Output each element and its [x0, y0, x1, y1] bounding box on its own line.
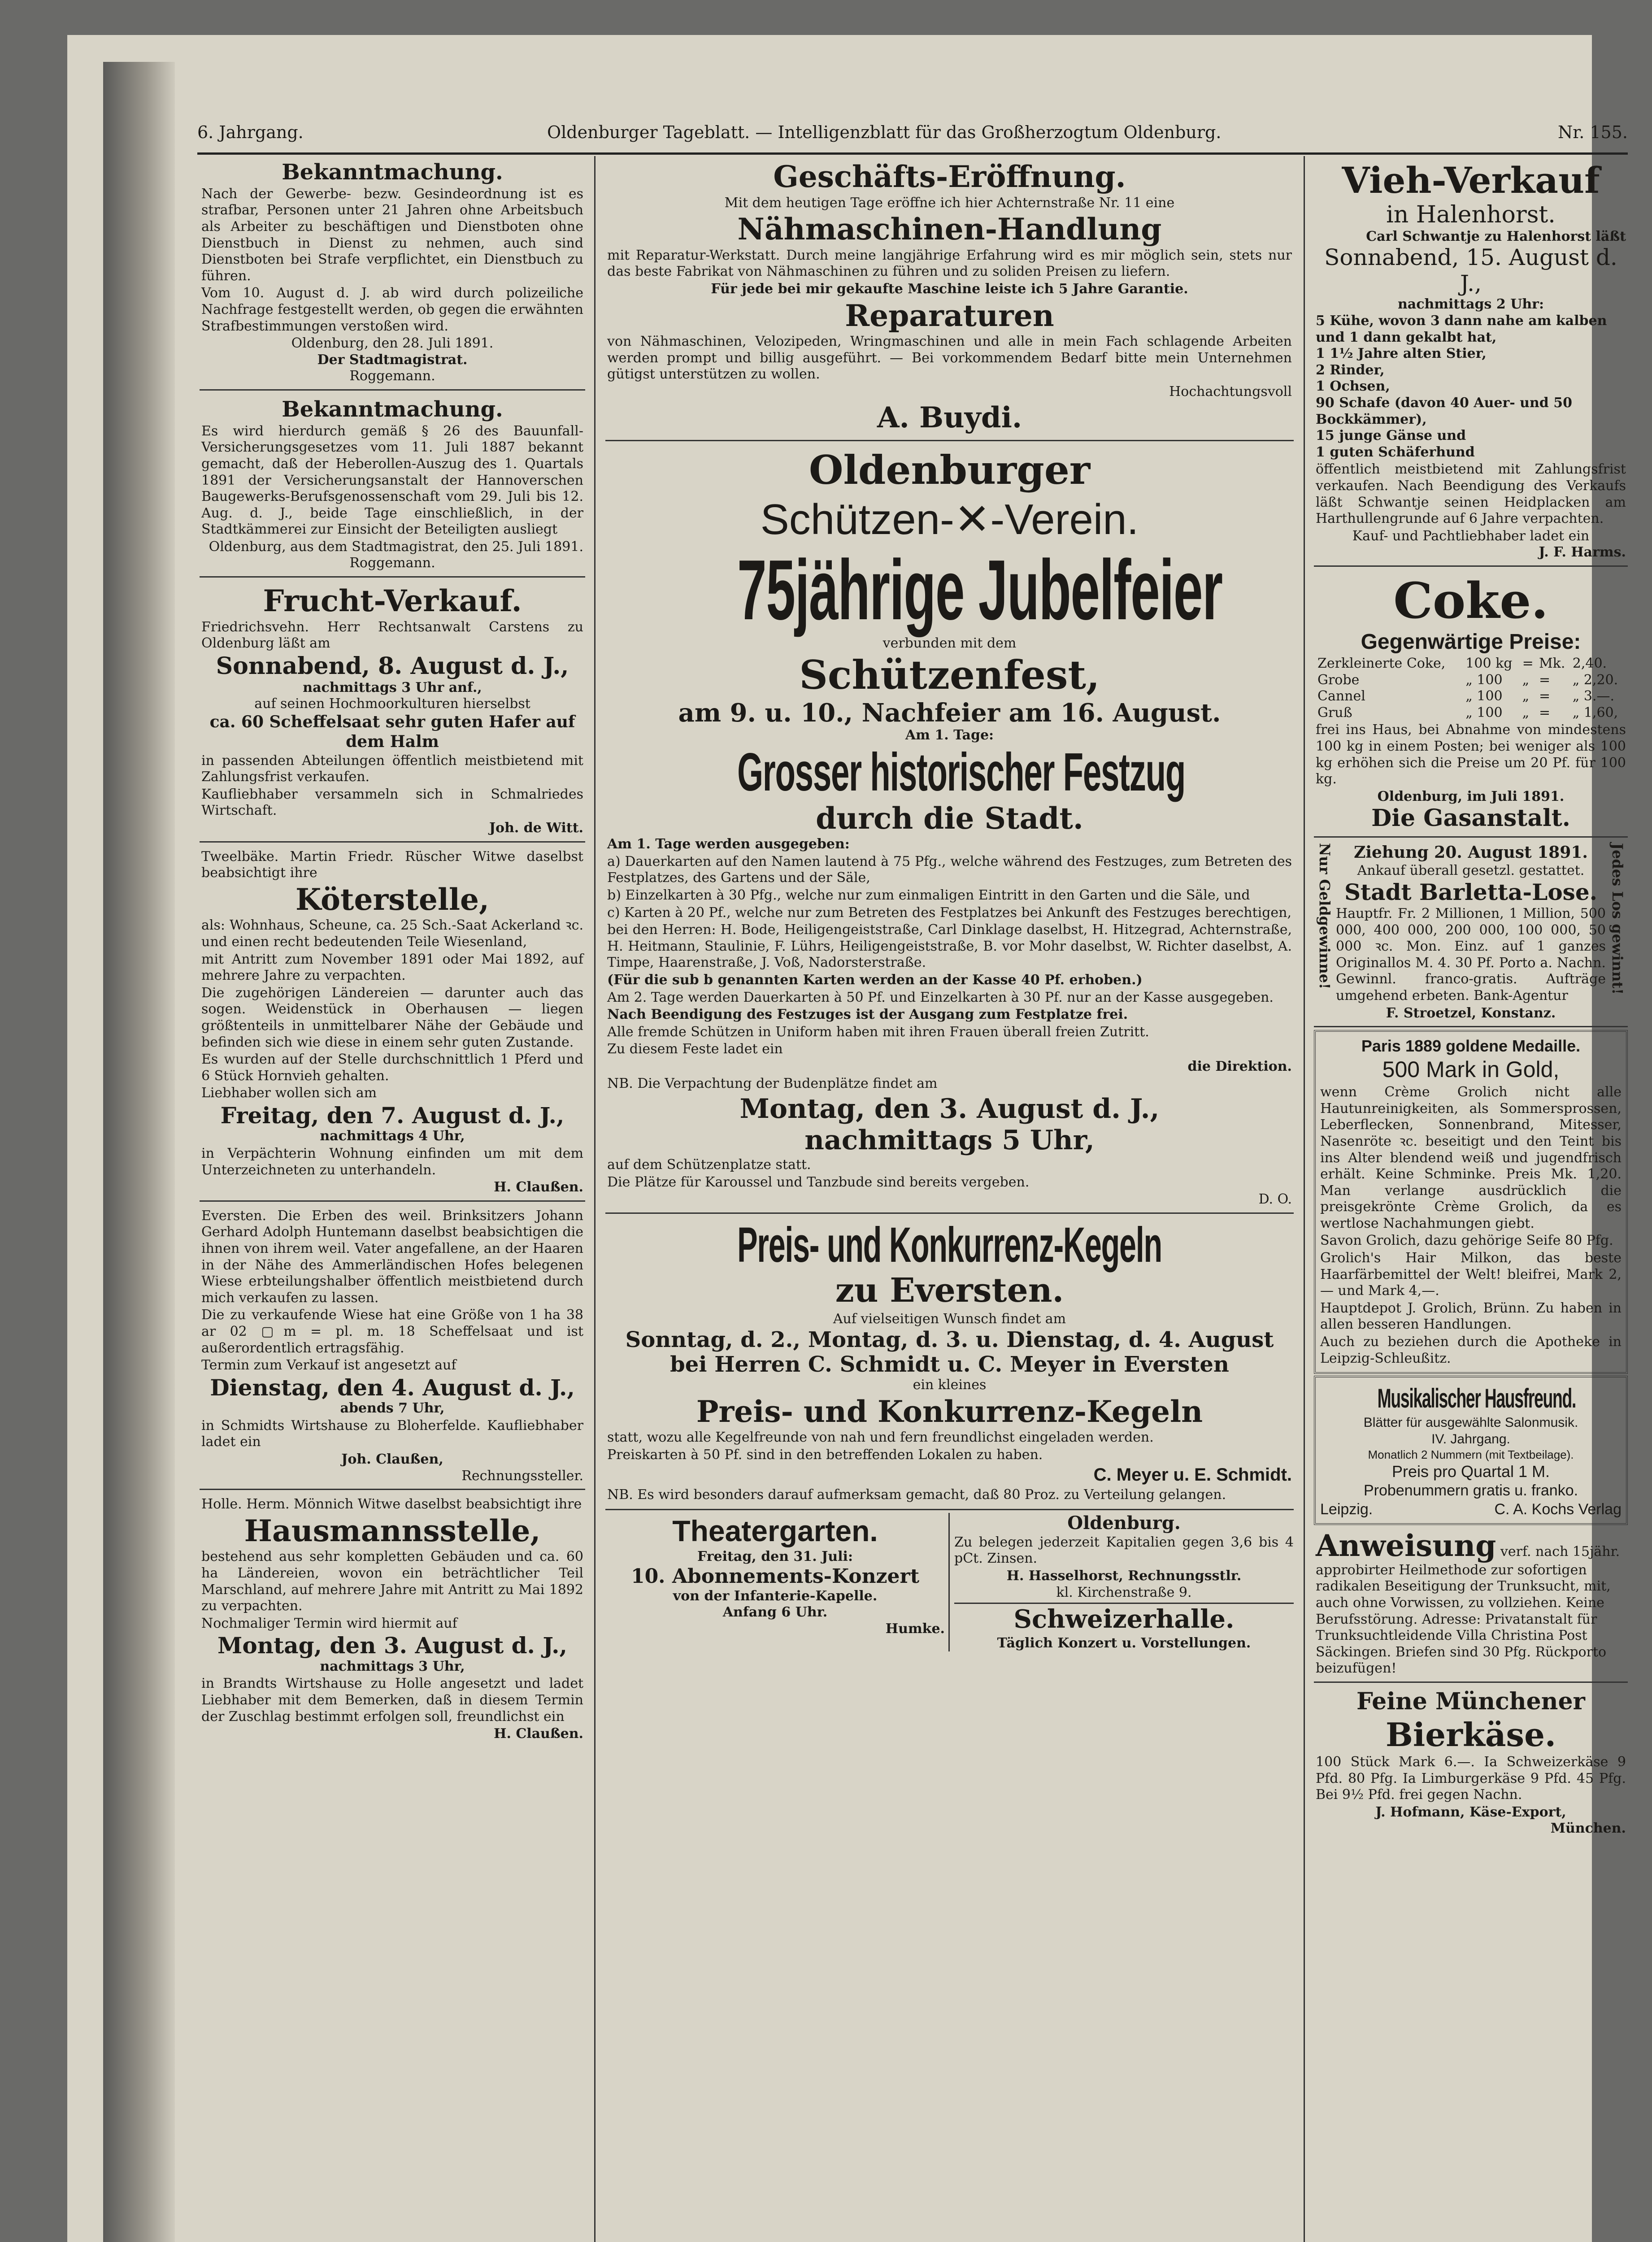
temperance-ad	[1314, 1527, 1628, 1683]
ad-signer: H. Claußen.	[494, 1179, 583, 1195]
table-cell: 2,40.	[1572, 655, 1607, 671]
ad-text: Friedrichsvehn. Herr Rechtsanwalt Carstens zu Oldenburg läßt am	[201, 619, 583, 652]
ad-title: Vieh-Verkauf	[1342, 159, 1600, 201]
column-center	[605, 156, 1294, 2242]
announcement-text: Vom 10. August d. J. ab wird durch polizeiliche Nachfrage festgestellt werden, ob gegen die erwähnten Strafbestimmungen verstoßen wird.	[201, 285, 583, 334]
ad-text: Nochmaliger Termin wird hiermit auf	[201, 1615, 457, 1631]
ad-text: Alle fremde Schützen in Uniform haben mit ihren Frauen überall freien Zutritt.	[607, 1024, 1149, 1040]
table-cell: 100 kg	[1465, 655, 1513, 671]
ad-intro: Eversten. Die Erben des weil. Brinksitzers Johann Gerhard Adolph Huntemann daselbst beabsichtigen die ihnen von ihrem weil. Vater angefallene, an der Haaren in der Nähe des Ammerländischen Hofes belegenen Wiese erbteilungshalber öffentlich meistbietend durch mich verkaufen zu lassen.	[201, 1208, 583, 1306]
ad-date: Freitag, den 7. August d. J.,	[220, 1102, 565, 1129]
ad-text: verbunden mit dem	[883, 635, 1017, 651]
ad-text: (Für die sub b genannten Karten werden an der Kasse 40 Pf. erhoben.)	[607, 972, 1143, 988]
ad-list-item: 5 Kühe, wovon 3 dann nahe am kalben und 1 dann gekalbt hat,	[1316, 313, 1607, 345]
ad-side-label: Nur Geldgewinne!	[1316, 843, 1334, 990]
ad-highlight: ca. 60 Scheffelsaat sehr guten Hafer auf dem Halm	[209, 712, 575, 751]
page-header	[197, 122, 1628, 149]
ad-text: verf. nach 15jähr. approbirter Heilmethode zur sofortigen radikalen Beseitigung der Trunksucht, mit, auch ohne Vorwissen, zu vollziehen. Keine Berufsstörung. Adresse: Privatanstalt für Trunksuchtleidende Villa Christina Post Säckingen. Briefen sind 30 Pfg. Rückporto beizufügen!	[1316, 1544, 1620, 1677]
table-cell: „ 100	[1465, 704, 1503, 721]
table-cell: Cannel	[1317, 688, 1365, 704]
ad-text: Mit dem heutigen Tage eröffne ich hier Achternstraße Nr. 11 eine	[724, 195, 1175, 211]
ad-text: NB. Die Verpachtung der Budenplätze findet am	[607, 1076, 938, 1092]
ad-title: Coke.	[1393, 571, 1548, 630]
ad-event: 10. Abonnements-Konzert	[630, 1564, 920, 1588]
ad-text: wenn Crème Grolich nicht alle Hautunreinigkeiten, als Sommersprossen, Leberflecken, Sonnenbrand, Mitesser, Nasenröte ꝛc. beseitigt und den Teint bis ins Alter blendend weiß und jugendfrisch erhält. Keine Schminke. Preis Mk. 1,20. Man verlange ausdrücklich die preisgekrönte Crème Grolich, da es wertlose Nachahmungen giebt.	[1320, 1084, 1622, 1231]
bottom-ads-row	[605, 1513, 1294, 1652]
ad-text: in Verpächterin Wohnung einfinden um mit dem Unterzeichneten zu unterhandeln.	[201, 1146, 583, 1178]
announcement-name: Roggemann.	[349, 555, 435, 571]
ad-list-item: 2 Rinder,	[1316, 362, 1385, 378]
ad-title: Theatergarten.	[672, 1514, 878, 1547]
ad-text: Ankauf überall gesetzl. gestattet.	[1357, 862, 1585, 878]
hausmannsstelle-ad	[200, 1493, 585, 1747]
ad-text: als: Wohnhaus, Scheune, ca. 25 Sch.-Saat Ackerland ꝛc. und einen recht bedeutenden Teile Wiesenland,	[201, 917, 583, 950]
table-row	[1316, 656, 1626, 672]
ad-signer: Humke.	[885, 1621, 945, 1637]
sewing-shop-ad	[605, 156, 1294, 441]
capital-and-schweizerhalle-ads	[954, 1513, 1294, 1652]
ad-time: nachmittags 4 Uhr,	[320, 1128, 465, 1144]
table-cell: =	[1522, 655, 1534, 671]
publisher-name: C. A. Kochs Verlag	[1494, 1500, 1622, 1518]
ad-text: auf dem Schützenplatze statt.	[607, 1157, 811, 1173]
ad-title: Bierkäse.	[1386, 1715, 1556, 1754]
ad-text: Am 2. Tage werden Dauerkarten à 50 Pf. und Einzelkarten à 30 Pf. nur an der Kasse ausgegeben.	[607, 989, 1274, 1005]
ad-text: Am 1. Tage werden ausgegeben:	[607, 836, 850, 852]
ad-title: Schweizerhalle.	[954, 1603, 1294, 1634]
ad-headline: Grosser historischer Festzug	[737, 742, 1186, 802]
ad-signer: F. Stroetzel, Konstanz.	[1386, 1005, 1556, 1021]
announcement-1	[200, 156, 585, 391]
ad-date: Sonnabend, 8. August d. J.,	[216, 652, 569, 680]
ad-title: Oldenburger	[809, 446, 1091, 493]
ad-title: Hausmannsstelle,	[244, 1513, 541, 1548]
announcement-title: Bekanntmachung.	[282, 396, 503, 422]
ad-title: Musikalischer Hausfreund.	[1377, 1383, 1576, 1414]
ad-text: Carl Schwantje zu Halenhorst läßt	[1366, 228, 1626, 244]
ad-signer: C. Meyer u. E. Schmidt.	[1093, 1465, 1292, 1485]
table-row	[1316, 705, 1626, 721]
ad-title: Frucht-Verkauf.	[263, 583, 522, 619]
ad-text: statt, wozu alle Kegelfreunde von nah und fern freundlichst eingeladen werden.	[607, 1429, 1154, 1446]
header-rule	[197, 152, 1628, 155]
table-cell: Gruß	[1317, 704, 1352, 721]
ad-text: Monatlich 2 Nummern (mit Textbeilage).	[1368, 1447, 1574, 1461]
column-divider	[1304, 156, 1305, 2242]
announcement-text: Es wird hierdurch gemäß § 26 des Bauunfall-Versicherungsgesetzes vom 11. Juli 1887 bekannt gemacht, daß der Heberollen-Auszug des 1. Quartals 1891 der Versicherungsanstalt der Hannoverschen Baugewerks-Berufsgenossenschaft vom 29. Juli bis 12. Aug. d. J., beide Tage einschließlich, in der Stadtkämmerei zur Einsicht der Beteiligten ausliegt	[201, 423, 583, 538]
table-cell: Grobe	[1317, 672, 1360, 688]
ad-time: nachmittags 5 Uhr,	[804, 1125, 1095, 1156]
ad-list-item: a) Dauerkarten auf den Namen lautend à 75 Pfg., welche während des Festzuges, zum Betreten des Festplatzes, des Gartens und der Säle,	[607, 853, 1292, 886]
table-cell: Mk.	[1539, 655, 1565, 671]
table-cell: =	[1539, 672, 1551, 688]
column-divider	[594, 156, 596, 2242]
ad-list-item: b) Einzelkarten à 30 Pfg., welche nur zum einmaligen Eintritt in den Garten und die Säle, und	[607, 887, 1250, 903]
header-title: Oldenburger Tageblatt. — Intelligenzblatt für das Großherzogtum Oldenburg.	[547, 122, 1222, 142]
header-number: Nr. 155.	[1557, 122, 1628, 142]
ad-signer: H. Claußen.	[494, 1726, 583, 1742]
ad-title: Anweisung	[1316, 1528, 1496, 1564]
ad-text: Auf vielseitigen Wunsch findet am	[833, 1311, 1066, 1327]
ad-time: nachmittags 3 Uhr,	[320, 1658, 465, 1674]
creme-grolich-ad	[1314, 1030, 1628, 1374]
theatergarten-ad	[605, 1513, 950, 1652]
ad-time: abends 7 Uhr,	[340, 1400, 445, 1416]
ad-list-item: 1 guten Schäferhund	[1316, 444, 1475, 460]
ad-date: Montag, den 3. August d. J.,	[217, 1632, 567, 1659]
column-right	[1314, 156, 1628, 2242]
ad-time: nachmittags 3 Uhr anf.,	[303, 679, 482, 695]
ad-date: Dienstag, den 4. August d. J.,	[210, 1374, 575, 1401]
table-cell: =	[1539, 704, 1551, 721]
ad-text: Hauptdepot J. Grolich, Brünn. Zu haben in allen besseren Handlungen.	[1320, 1300, 1622, 1333]
coke-price-ad	[1314, 569, 1628, 838]
ad-text: Savon Grolich, dazu gehörige Seife 80 Pfg.	[1320, 1233, 1613, 1249]
ad-initials: D. O.	[1258, 1191, 1292, 1208]
announcement-title: Bekanntmachung.	[282, 160, 503, 185]
ad-date: Oldenburg, im Juli 1891.	[1377, 788, 1565, 804]
ad-text: von der Infanterie-Kapelle.	[673, 1588, 878, 1604]
table-cell: =	[1539, 688, 1551, 704]
ad-date: Freitag, den 31. Juli:	[697, 1549, 853, 1565]
table-cell: „ 1,60,	[1572, 704, 1618, 721]
ad-signer: A. Buydi.	[877, 400, 1022, 434]
ad-text: bestehend aus sehr kompletten Gebäuden und ca. 60 ha Ländereien, wovon ein beträchtlicher Teil Marschland, auf mehrere Jahre mit Antritt zu Mai 1892 zu verpachten.	[201, 1549, 583, 1614]
ad-price: Preis pro Quartal 1 M.	[1391, 1462, 1550, 1481]
page-binding	[103, 62, 175, 2242]
ad-title: Reparaturen	[845, 298, 1054, 333]
ad-text: Nach Beendigung des Festzuges ist der Ausgang zum Festplatze frei.	[607, 1007, 1128, 1023]
ad-text: ein kleines	[913, 1377, 987, 1393]
schuetzenverein-ad	[605, 444, 1294, 1214]
ad-place: Oldenburg.	[1067, 1512, 1181, 1534]
ad-dates: Sonntag, d. 2., Montag, d. 3. u. Dienstag, d. 4. August	[625, 1327, 1274, 1352]
ad-signer-role: Rechnungssteller.	[461, 1468, 583, 1484]
ad-text: Zu belegen jederzeit Kapitalien gegen 3,6 bis 4 pCt. Zinsen.	[954, 1534, 1294, 1567]
ad-text: Auch zu beziehen durch die Apotheke in Leipzig-Schleußitz.	[1320, 1334, 1622, 1366]
ad-title: Schützenfest,	[799, 652, 1100, 699]
price-table	[1316, 656, 1626, 721]
ad-city: München.	[1550, 1821, 1626, 1837]
ad-time: Anfang 6 Uhr.	[722, 1604, 828, 1621]
ad-signer: Die Gasanstalt.	[1371, 804, 1570, 832]
ad-date: Montag, den 3. August d. J.,	[739, 1093, 1160, 1125]
ad-side-label: Jedes Los gewinnt!	[1609, 843, 1626, 995]
table-row	[1316, 672, 1626, 689]
ad-headline: Preis- und Konkurrenz-Kegeln	[737, 1217, 1162, 1273]
koeterstelle-ad	[200, 845, 585, 1202]
ad-date: Sonnabend, 15. August d. J.,	[1324, 244, 1617, 296]
musical-friend-ad	[1314, 1376, 1628, 1525]
announcement-2	[200, 393, 585, 578]
ad-title: Paris 1889 goldene Medaille.	[1361, 1037, 1581, 1056]
publisher-city: Leipzig.	[1320, 1500, 1373, 1518]
eversten-meadow-ad	[200, 1204, 585, 1490]
ad-text: mit Antritt zum November 1891 oder Mai 1892, auf mehrere Jahre zu verpachten.	[201, 951, 583, 984]
ad-signer: Joh. Claußen,	[341, 1451, 443, 1468]
ad-time: nachmittags 2 Uhr:	[1397, 296, 1544, 313]
table-cell: „	[1522, 688, 1530, 704]
ad-text: Die zugehörigen Ländereien — darunter auch das sogen. Weidenstück in Oberhausen — liegen größtenteils in unmittelbarer Nähe der Gebäude und befinden sich wie diese in einem sehr guten Zustande.	[201, 985, 583, 1050]
newspaper-page	[67, 35, 1628, 2242]
table-cell: Zerkleinerte Coke,	[1317, 655, 1446, 671]
ad-text: Grolich's Hair Milkon, das beste Haarfärbemittel der Welt! bleifrei, Mark 2,— und Mark 4,—.	[1320, 1250, 1622, 1299]
ad-list-item: c) Karten à 20 Pf., welche nur zum Betreten des Festplatzes bei Ankunft des Festzuges berechtigen,	[607, 904, 1292, 921]
fruit-sale-ad	[200, 580, 585, 843]
ad-text: in passenden Abteilungen öffentlich meistbietend mit Zahlungsfrist verkaufen.	[201, 752, 583, 785]
header-year: 6. Jahrgang.	[197, 122, 304, 142]
ad-headline: 75jährige Jubelfeier	[737, 543, 1222, 638]
ad-signer: die Direktion.	[1187, 1058, 1292, 1074]
ad-list-item: 1 Ochsen,	[1316, 378, 1390, 395]
ad-hosts: bei Herren C. Schmidt u. C. Meyer in Eversten	[670, 1351, 1229, 1377]
ad-text: NB. Es wird besonders darauf aufmerksam gemacht, daß 80 Proz. zu Verteilung gelangen.	[607, 1487, 1226, 1503]
ad-list-item: 15 junge Gänse und	[1316, 428, 1466, 444]
ad-text: auf seinen Hochmoorkulturen hierselbst	[254, 696, 530, 712]
ad-signer: Joh. de Witt.	[489, 820, 583, 836]
ad-signer: J. Hofmann, Käse-Export,	[1375, 1804, 1566, 1820]
ad-title: Geschäfts-Eröffnung.	[773, 159, 1126, 194]
ad-text: Am 1. Tage:	[905, 727, 994, 743]
ad-text: Termin zum Verkauf ist angesetzt auf	[201, 1357, 456, 1373]
ad-intro: Tweelbäke. Martin Friedr. Rüscher Witwe daselbst beabsichtigt ihre	[201, 848, 583, 881]
table-cell: „ 3.—.	[1572, 688, 1614, 704]
ad-text: bei den Herren: H. Bode, Heiligengeiststraße, Carl Dinklage daselbst, H. Hitzegrad, Achternstraße, H. Heitmann, Staulinie, F. Lührs, Heiligengeiststraße, B. vor Mohr daselbst, W. Richter daselbst, A. Timpe, Haarenstraße, J. Voß, Nadorsterstraße.	[607, 922, 1292, 971]
ad-text: in Schmidts Wirtshause zu Bloherfelde. Kaufliebhaber ladet ein	[201, 1417, 583, 1450]
ad-title: Nähmaschinen-Handlung	[737, 212, 1162, 247]
announcement-signer: Der Stadtmagistrat.	[317, 352, 468, 368]
ad-title: Stadt Barletta-Lose.	[1344, 878, 1598, 905]
ad-text: Es wurden auf der Stelle durchschnittlich 1 Pferd und 6 Stück Hornvieh gehalten.	[201, 1051, 583, 1084]
ad-text: frei ins Haus, bei Abnahme von mindestens 100 kg in einem Posten; bei weniger als 100 kg erhöhen sich die Preise um 20 Pf. für 100 kg.	[1316, 722, 1626, 787]
cattle-sale-ad	[1314, 156, 1628, 567]
ad-signer: H. Hasselhorst, Rechnungsstlr.	[1006, 1568, 1242, 1584]
ad-title: Schützen-✕-Verein.	[760, 495, 1139, 543]
ad-text: Liebhaber wollen sich am	[201, 1085, 377, 1101]
ad-title: durch die Stadt.	[816, 800, 1083, 836]
ad-intro: Holle. Herm. Mönnich Witwe daselbst beabsichtigt ihre	[201, 1496, 582, 1512]
ad-text: Kaufliebhaber versammeln sich in Schmalriedes Wirtschaft.	[201, 786, 583, 819]
ad-title: Köterstelle,	[296, 882, 489, 917]
ad-text: Täglich Konzert u. Vorstellungen.	[997, 1635, 1251, 1651]
publisher-row	[1320, 1500, 1622, 1519]
announcement-text: Nach der Gewerbe- bezw. Gesindeordnung ist es strafbar, Personen unter 21 Jahren ohne Arbeitsbuch als Arbeiter zu beschäftigen und Dienstboten ohne Dienstbuch in Dienst zu nehmen, auch sind Dienstboten bei Strafe verpflichtet, ein Dienstbuch zu führen.	[201, 186, 583, 284]
table-cell: „	[1522, 704, 1530, 721]
announcement-date: Oldenburg, den 28. Juli 1891.	[291, 335, 494, 352]
ad-text: 100 Stück Mark 6.—. Ia Schweizerkäse 9 Pfd. 80 Pfg. Ia Limburgerkäse 9 Pfd. 45 Pfg. Bei 9½ Pfd. frei gegen Nachn.	[1316, 1754, 1626, 1803]
ad-text: Zu diesem Feste ladet ein	[607, 1041, 783, 1057]
ad-text: Kauf- und Pachtliebhaber ladet ein	[1352, 528, 1590, 544]
table-row	[1316, 688, 1626, 705]
lottery-ad	[1314, 840, 1628, 1027]
ad-reward: 500 Mark in Gold,	[1382, 1057, 1560, 1082]
table-cell: „ 100	[1465, 672, 1503, 688]
announcement-name: Roggemann.	[349, 368, 435, 384]
ad-text: mit Reparatur-Werkstatt. Durch meine langjährige Erfahrung wird es mir möglich sein, stets nur das beste Fabrikat von Nähmaschinen zu führen und zu soliden Preisen zu liefern.	[607, 247, 1292, 280]
table-cell: „ 2,20.	[1572, 672, 1618, 688]
ad-dates: am 9. u. 10., Nachfeier am 16. August.	[678, 698, 1221, 728]
kegeln-ad	[605, 1217, 1294, 1510]
beer-cheese-ad	[1314, 1686, 1628, 1842]
table-cell: „ 100	[1465, 688, 1503, 704]
ad-text: in Brandts Wirtshause zu Holle angesetzt und ladet Liebhaber mit dem Bemerken, daß in diesem Termin der Zuschlag bestimmt erfolgen soll, freundlichst ein	[201, 1676, 583, 1725]
ad-regards: Hochachtungsvoll	[1169, 383, 1292, 400]
ad-signer: J. F. Harms.	[1539, 544, 1626, 560]
ad-text: von Nähmaschinen, Velozipeden, Wringmaschinen und alle in mein Fach schlagende Arbeiten werden prompt und billig ausgeführt. — Bei vorkommendem Bedarf bitte mein Unternehmen gütigst unterstützen zu wollen.	[607, 334, 1292, 382]
ad-text: Probenummern gratis u. franko.	[1363, 1482, 1578, 1499]
ad-text: Die zu verkaufende Wiese hat eine Größe von 1 ha 38 ar 02 ▢m = pl. m. 18 Scheffelsaat und ist außerordentlich ertragsfähig.	[201, 1307, 583, 1356]
ad-address: kl. Kirchenstraße 9.	[1056, 1584, 1192, 1600]
ad-list-item: 1 1½ Jahre alten Stier,	[1316, 346, 1487, 362]
ad-text: Preiskarten à 50 Pf. sind in den betreffenden Lokalen zu haben.	[607, 1447, 1043, 1463]
ad-subtitle: Blätter für ausgewählte Salonmusik.	[1363, 1415, 1578, 1430]
ad-title: Feine Münchener	[1356, 1687, 1585, 1715]
ad-title: Preis- und Konkurrenz-Kegeln	[696, 1394, 1203, 1429]
ad-date: Ziehung 20. August 1891.	[1354, 843, 1588, 862]
column-left	[200, 156, 585, 2242]
ad-text: IV. Jahrgang.	[1431, 1432, 1510, 1447]
lottery-body	[1336, 843, 1606, 1021]
ad-text: Die Plätze für Karoussel und Tanzbude sind bereits vergeben.	[607, 1174, 1030, 1190]
ad-guarantee: Für jede bei mir gekaufte Maschine leiste ich 5 Jahre Garantie.	[711, 281, 1188, 297]
ad-list-item: 90 Schafe (davon 40 Auer- und 50 Bockkämmer),	[1316, 395, 1572, 427]
ad-text: Hauptfr. Fr. 2 Millionen, 1 Million, 500 000, 400 000, 200 000, 100 000, 50 000 ꝛc. Mon. Einz. auf 1 ganzes Originallos M. 4. 30 Pf. Porto a. Nachn. Gewinnl. franco-gratis. Aufträge umgehend erbeten. Bank-Agentur	[1336, 906, 1606, 1004]
ad-text: öffentlich meistbietend mit Zahlungsfrist verkaufen. Nach Beendigung des Verkaufs läßt Schwantje seinen Heidplacken am Harthullengrunde auf 6 Jahre verpachten.	[1316, 461, 1626, 527]
ad-subtitle: Gegenwärtige Preise:	[1361, 630, 1581, 654]
table-cell: „	[1522, 672, 1530, 688]
ad-title: zu Eversten.	[835, 1271, 1064, 1310]
announcement-date: Oldenburg, aus dem Stadtmagistrat, den 25. Juli 1891.	[209, 539, 583, 555]
ad-place: in Halenhorst.	[1386, 201, 1556, 228]
